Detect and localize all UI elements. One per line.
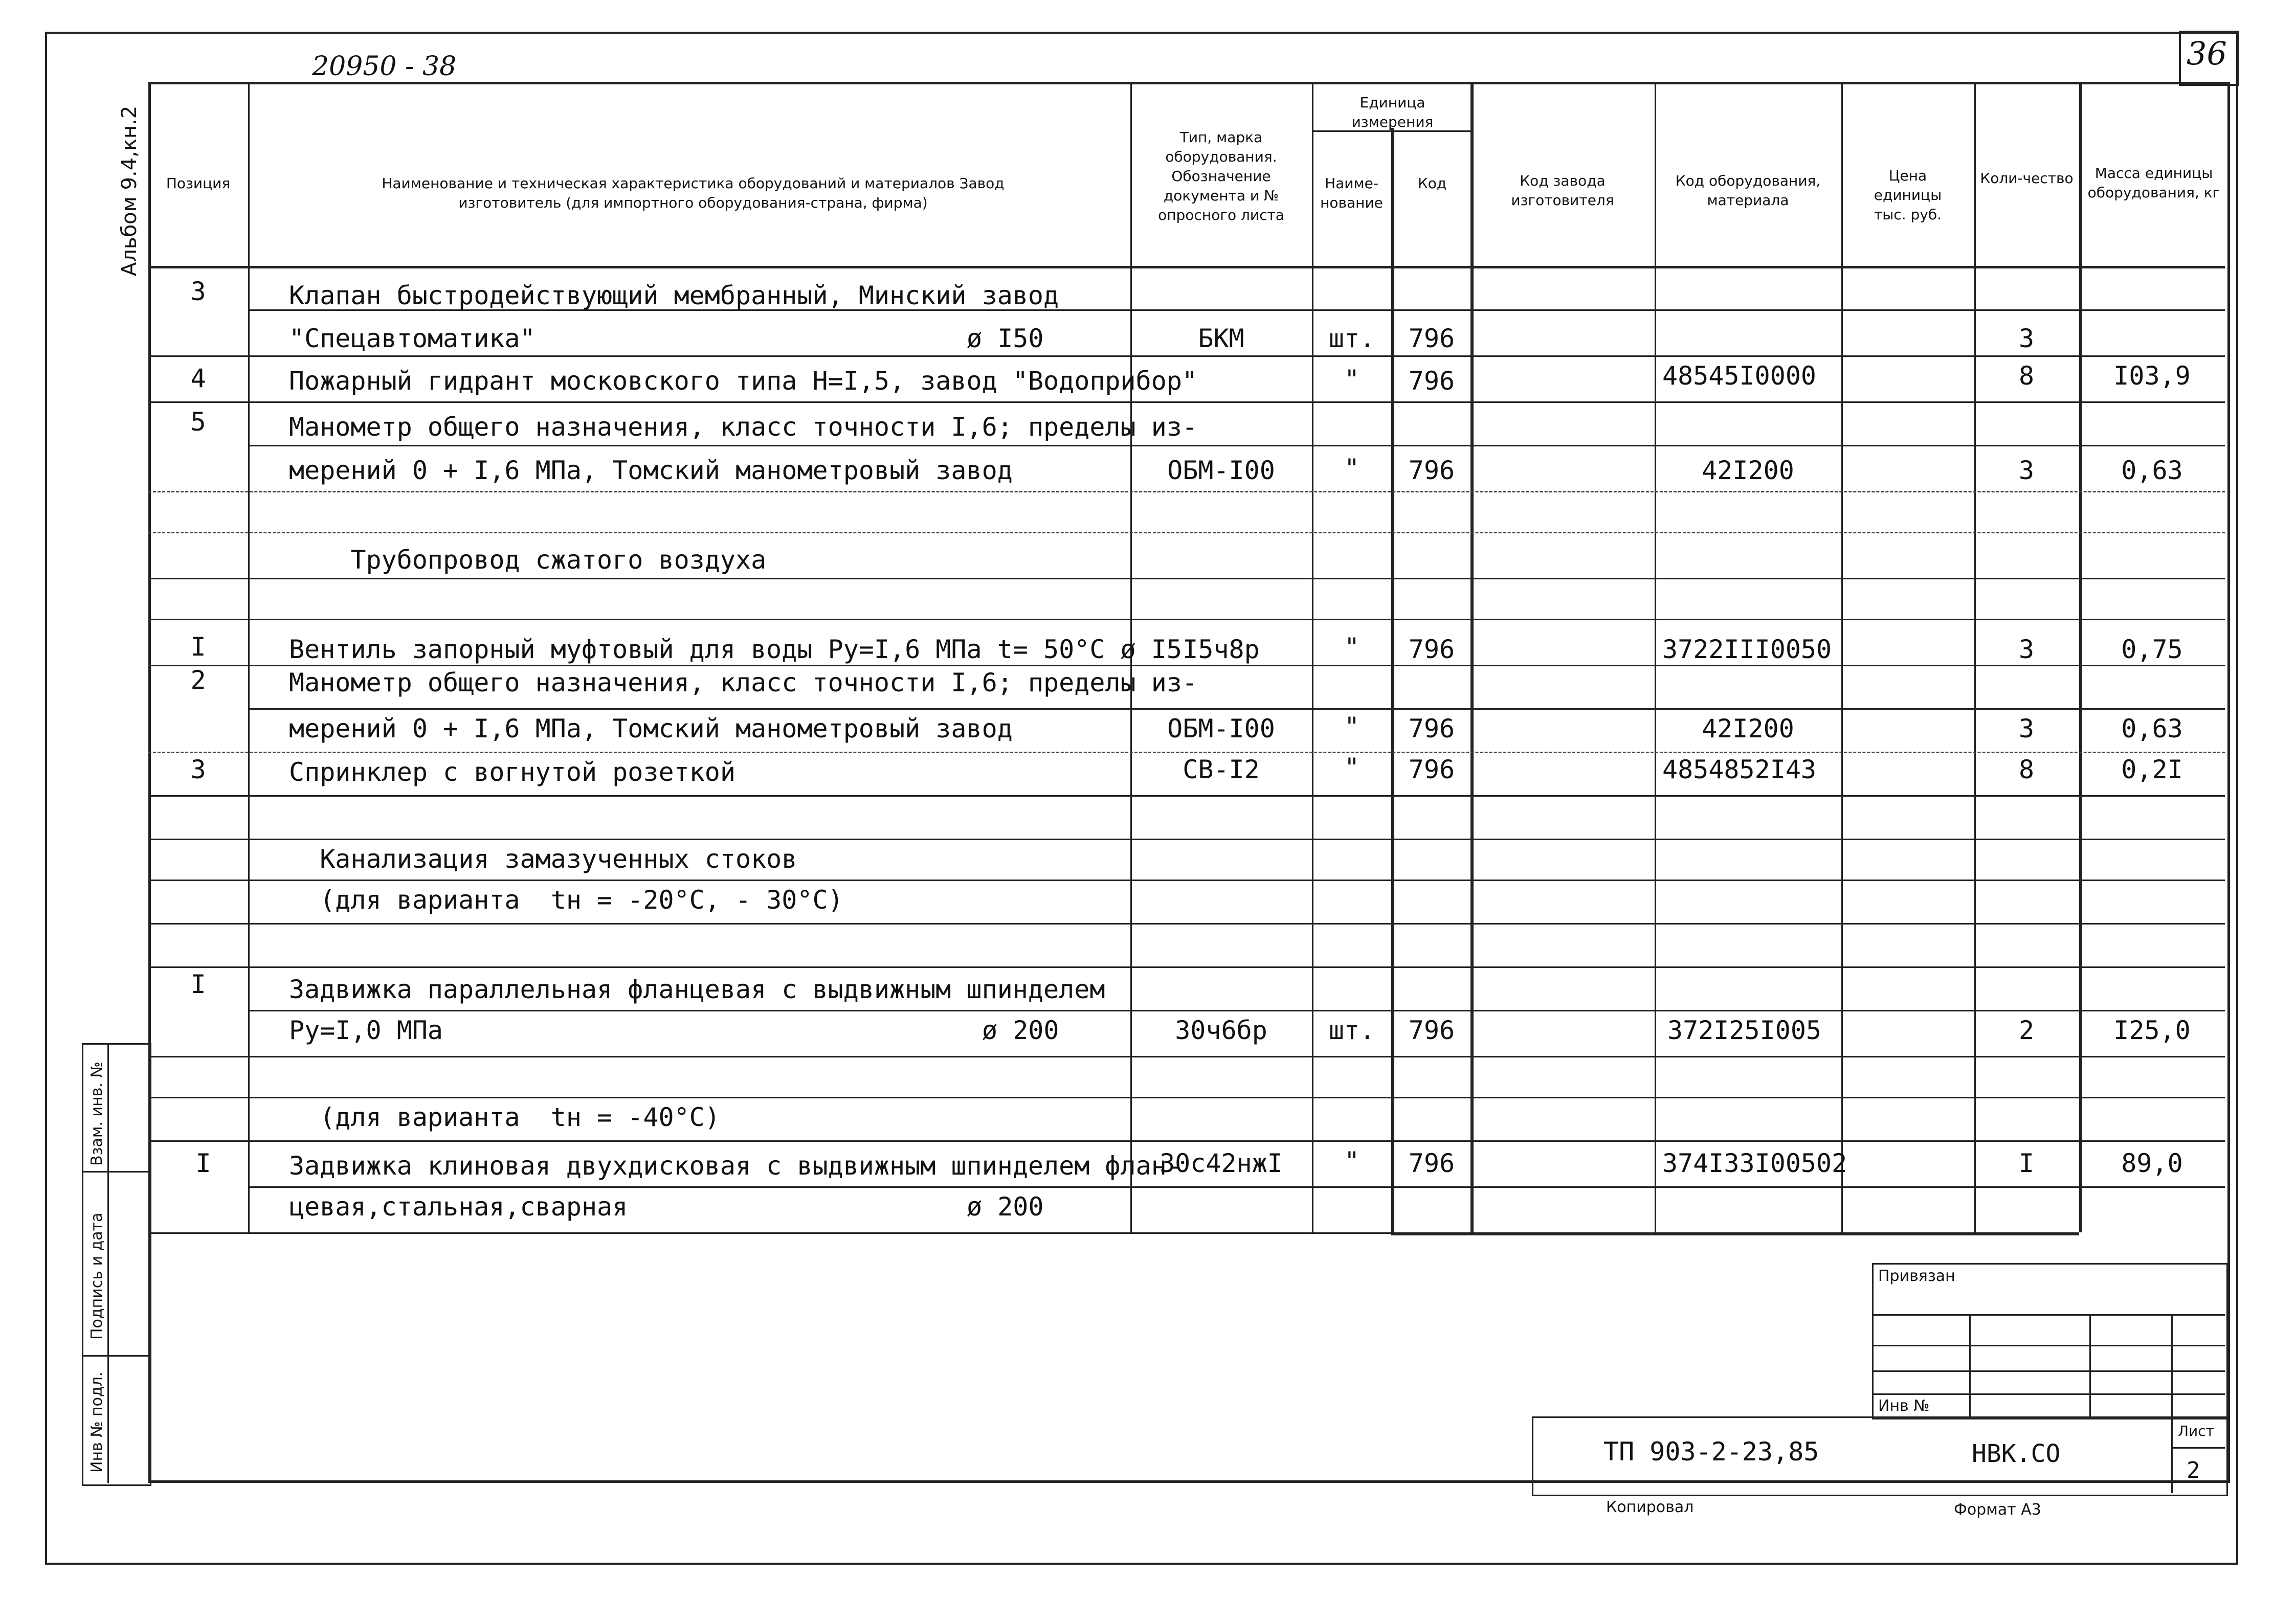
row-pos: 2	[190, 665, 206, 695]
header-unit-name: Наиме-нование	[1320, 175, 1383, 211]
row-eqcode: 3722III0050	[1662, 635, 1832, 664]
row-unit: "	[1344, 753, 1360, 782]
stamp-bound-label: Привязан	[1878, 1267, 1955, 1285]
row-type: ОБМ-I00	[1167, 456, 1275, 485]
row-name: Трубопровод сжатого воздуха	[289, 545, 767, 575]
row-diam: ø 200	[982, 1016, 1059, 1045]
row-unit: "	[1344, 365, 1360, 394]
row-unit: шт.	[1328, 324, 1375, 353]
row-mass: I03,9	[2113, 361, 2191, 391]
row-qty: 3	[2018, 714, 2035, 743]
row-qty: 3	[2018, 635, 2035, 664]
row-type: 30ч6бр	[1175, 1016, 1267, 1045]
side-stamp-replace: Взам. инв. №	[88, 1062, 106, 1166]
header-unit-code: Код	[1417, 175, 1447, 192]
header-factory-code: Код завода изготовителя	[1511, 172, 1614, 209]
row-type: I5ч8р	[1183, 635, 1260, 664]
row-mass: 0,2I	[2121, 755, 2183, 784]
row-name: Пожарный гидрант московского типа Н=I,5, завод "Водоприбор"	[289, 366, 1198, 396]
row-unit: шт.	[1328, 1016, 1375, 1045]
stamp-sheet-number: 2	[2187, 1457, 2200, 1483]
row-name: Манометр общего назначения, класс точности I,6; пределы из-	[289, 668, 1198, 697]
row-name: мерений 0 + I,6 МПа, Томский манометровый завод	[289, 456, 1013, 485]
row-eqcode: 372I25I005	[1667, 1016, 1822, 1045]
row-type: 30с42нжI	[1160, 1148, 1283, 1178]
header-position: Позиция	[166, 175, 231, 192]
row-qty: 8	[2018, 361, 2035, 391]
row-eqcode: 48545I0000	[1662, 361, 1817, 391]
row-qty: 3	[2018, 456, 2035, 485]
stamp-copied-label: Копировал	[1606, 1498, 1694, 1516]
row-mass: 0,75	[2121, 635, 2183, 664]
row-pos: I	[195, 1148, 211, 1178]
row-code: 796	[1408, 1016, 1455, 1045]
row-name: Клапан быстродействующий мембранный, Минский завод	[289, 281, 1059, 310]
row-name: Задвижка клиновая двухдисковая с выдвижным шпинделем флан-	[289, 1151, 1182, 1181]
header-equipment-code: Код оборудования, материала	[1675, 172, 1821, 209]
stamp-format-label: Формат А3	[1954, 1501, 2041, 1519]
header-bottom-line	[148, 266, 2225, 268]
stamp-doc-section: НВК.СО	[1972, 1439, 2061, 1468]
row-mass: 0,63	[2121, 456, 2183, 485]
row-unit: "	[1344, 633, 1360, 662]
page-number: 36	[2187, 35, 2227, 72]
row-type: БКМ	[1198, 324, 1244, 353]
row-diam: ø I50	[967, 324, 1044, 353]
side-stamp-inv: Инв № подл.	[88, 1371, 106, 1473]
row-name: Спринклер с вогнутой розеткой	[289, 757, 735, 787]
stamp-grid	[1872, 1263, 2228, 1419]
row-qty: 3	[2018, 324, 2035, 353]
header-mass: Масса единицы оборудования, кг	[2087, 165, 2220, 201]
row-type: ОБМ-I00	[1167, 714, 1275, 743]
row-pos: 4	[190, 364, 206, 393]
row-pos: 5	[190, 407, 206, 437]
row-name: Ру=I,0 МПа	[289, 1016, 443, 1045]
album-label: Альбом 9.4,кн.2	[118, 105, 141, 276]
row-eqcode: 374I33I00502	[1662, 1148, 1847, 1178]
row-code: 796	[1408, 1148, 1455, 1178]
row-name: (для варианта tн = -20°С, - 30°С)	[289, 885, 843, 915]
row-pos: I	[190, 970, 206, 999]
row-code: 796	[1408, 324, 1455, 353]
row-code: 796	[1408, 456, 1455, 485]
row-type: СВ-I2	[1183, 755, 1260, 784]
row-unit: "	[1344, 1146, 1360, 1176]
row-code: 796	[1408, 366, 1455, 396]
row-pos: I	[190, 632, 206, 662]
row-eqcode: 42I200	[1702, 456, 1794, 485]
row-diam: ø 200	[967, 1192, 1044, 1222]
row-code: 796	[1408, 755, 1455, 784]
row-name: Манометр общего назначения, класс точности I,6; пределы из-	[289, 412, 1198, 442]
row-unit: "	[1344, 712, 1360, 741]
row-name: Канализация замазученных стоков	[289, 844, 797, 874]
row-name: Задвижка параллельная фланцевая с выдвижным шпинделем	[289, 975, 1105, 1004]
row-unit: "	[1344, 454, 1360, 483]
row-qty: 8	[2018, 755, 2035, 784]
header-name: Наименование и техническая характеристика оборудований и материалов Завод изготовитель (для импортного оборудования-страна, фирма)	[382, 175, 1005, 211]
stamp-inv-label: Инв №	[1878, 1397, 1930, 1415]
row-name: мерений 0 + I,6 МПа, Томский манометровый завод	[289, 714, 1013, 743]
header-quantity: Коли-чество	[1980, 170, 2074, 187]
row-name: "Спецавтоматика"	[289, 324, 536, 353]
row-name: цевая,стальная,сварная	[289, 1192, 628, 1222]
header-price: Цена единицы тыс. руб.	[1874, 167, 1942, 223]
stamp-sheet-label: Лист	[2178, 1423, 2214, 1439]
doc-number-handwritten: 20950 - 38	[312, 51, 457, 82]
header-type: Тип, марка оборудования. Обозначение документа и № опросного листа	[1158, 129, 1284, 223]
row-mass: I25,0	[2113, 1016, 2191, 1045]
row-qty: I	[2018, 1148, 2035, 1178]
header-unit-group: Единица измерения	[1351, 94, 1434, 130]
row-mass: 89,0	[2121, 1148, 2183, 1178]
row-code: 796	[1408, 714, 1455, 743]
row-pos: 3	[190, 277, 206, 306]
row-qty: 2	[2018, 1016, 2035, 1045]
row-mass: 0,63	[2121, 714, 2183, 743]
row-eqcode: 42I200	[1702, 714, 1794, 743]
stamp-doc-code: ТП 903-2-23,85	[1603, 1437, 1819, 1467]
side-stamp-sign: Подпись и дата	[88, 1212, 106, 1340]
row-name: (для варианта tн = -40°С)	[289, 1102, 720, 1132]
row-pos: 3	[190, 755, 206, 784]
row-name: Вентиль запорный муфтовый для воды Ру=I,6 МПа t= 50°C ø I5	[289, 635, 1182, 664]
row-eqcode: 4854852I43	[1662, 755, 1817, 784]
row-code: 796	[1408, 635, 1455, 664]
